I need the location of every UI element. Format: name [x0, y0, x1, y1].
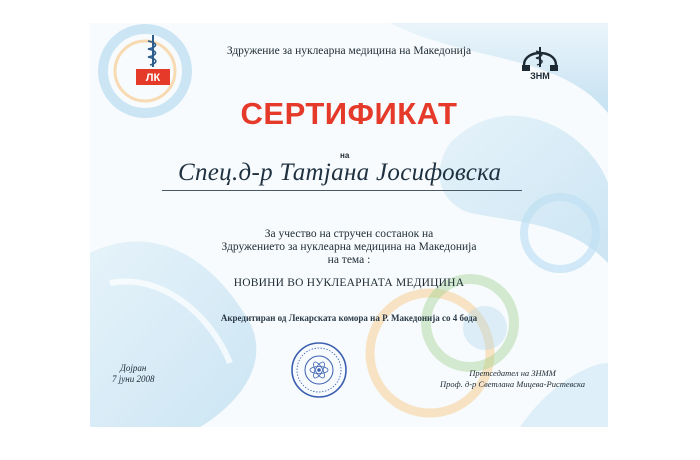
purpose-text: [90, 228, 608, 267]
purpose-line-3: на тема :: [327, 254, 371, 266]
svg-text:ЛК: ЛК: [145, 72, 161, 84]
meeting-topic: НОВИНИ ВО НУКЛЕАРНАТА МЕДИЦИНА: [233, 277, 465, 289]
purpose-line-1: За учество на стручен состанок на: [264, 228, 434, 240]
date: 7 јуни 2008: [112, 374, 155, 384]
certificate-title: СЕРТИФИКАТ: [240, 96, 458, 131]
president-signature-block: [440, 368, 585, 390]
place: Дојран: [120, 363, 147, 373]
recipient-name: Спец.д-р Татјана Јосифовска: [178, 159, 502, 186]
president-title: Претседател на ЗНММ: [469, 368, 556, 378]
na-label: на: [340, 151, 350, 160]
organization-name: Здружение за нуклеарна медицина на Македонија: [226, 45, 472, 57]
place-and-date: [112, 363, 154, 385]
name-underline: [162, 190, 522, 191]
accreditation-note: Акредитиран од Лекарската комора на Р. Македонија со 4 бода: [220, 313, 478, 323]
president-name: Проф. д-р Светлана Мицева-Ристевска: [440, 379, 586, 389]
certificate-sheet: [90, 23, 608, 427]
medical-chamber-logo: [136, 33, 170, 87]
official-stamp: [290, 341, 348, 399]
svg-text:ЗНМ: ЗНМ: [530, 71, 550, 81]
purpose-line-2: Здружението за нуклеарна медицина на Македонија: [221, 241, 477, 253]
